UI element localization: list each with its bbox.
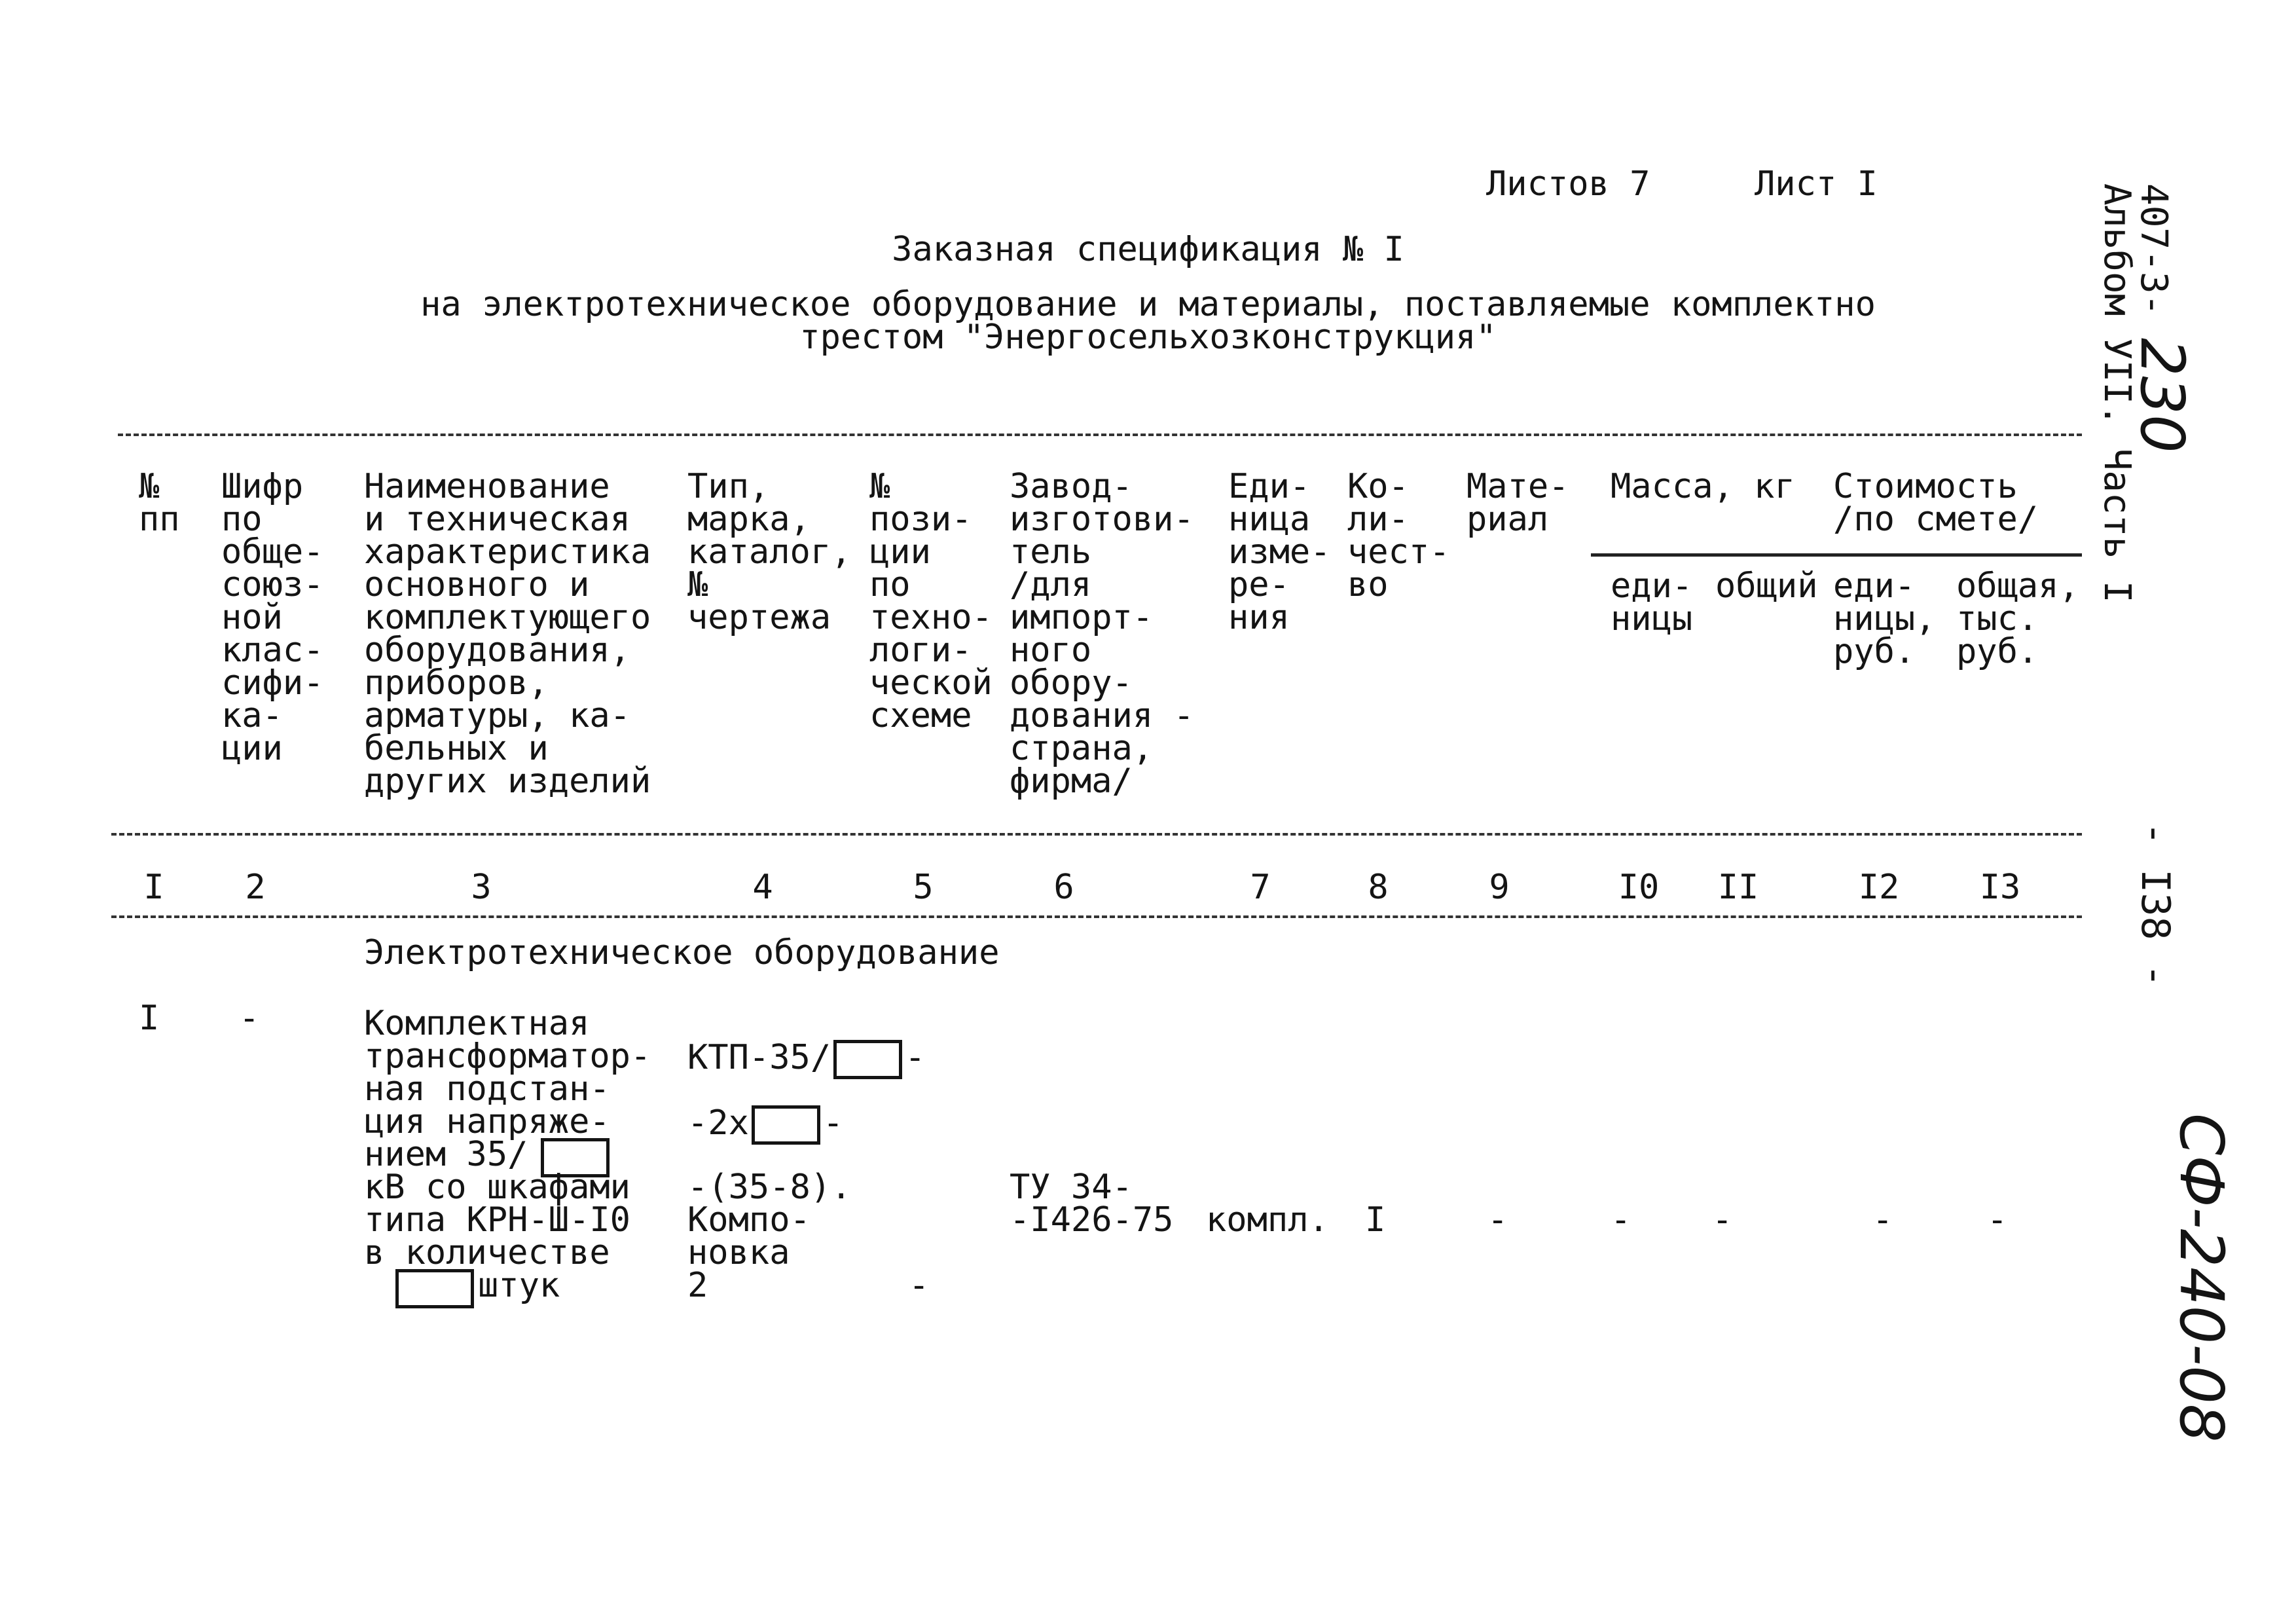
row-classifier-code: - [239, 999, 260, 1038]
header-col-13: общая, тыс. руб. [1956, 566, 2079, 671]
album-handwritten-number: 230 [2127, 338, 2197, 453]
row-mass-total: - [1712, 1200, 1733, 1240]
row-type: КТП-35/ - [687, 1040, 925, 1079]
row-name: Комплектная трансформатор- ная подстан- ция напряже- нием 35/ [364, 1004, 651, 1174]
row-manufacturer: ТУ 34- -I426-75 [1010, 1168, 1174, 1240]
row-cost-unit: - [1872, 1200, 1893, 1240]
col-number-8: 8 [1368, 868, 1389, 907]
sheet-number: Лист I [1755, 164, 1878, 204]
col-number-7: 7 [1250, 868, 1271, 907]
header-top-rule [118, 434, 2082, 436]
row-quantity: I [1365, 1200, 1386, 1240]
row-cost-total: - [1987, 1200, 2008, 1240]
col-number-9: 9 [1489, 868, 1510, 907]
row-name-end: штук [478, 1266, 560, 1305]
document-title: Заказная спецификация № I [892, 230, 1404, 269]
header-col-7: Еди- ница изме- ре- ния [1228, 467, 1331, 637]
header-col-10: еди- ницы [1611, 566, 1693, 638]
header-col-2: Шифр по обще- союз- ной клас- сифи- ка- ции [221, 467, 324, 768]
col-number-6: 6 [1053, 868, 1074, 907]
header-mass: Масса, кг [1611, 467, 1795, 506]
album-reference: 407-3- 230 Альбом УII. Часть I [2096, 183, 2197, 603]
blank-box [393, 1269, 477, 1308]
archive-code: СФ-240-08 [2166, 1113, 2236, 1443]
header-col-11: общий [1715, 566, 1818, 606]
row-unit: компл. [1206, 1200, 1329, 1240]
header-bottom-rule [111, 833, 2082, 836]
header-col-4: Тип, марка, каталог, № чертежа [687, 467, 852, 637]
row-number: I [139, 999, 160, 1038]
section-title: Электротехническое оборудование [364, 933, 1000, 972]
col-number-3: 3 [471, 868, 492, 907]
row-mass-unit: - [1611, 1200, 1631, 1240]
header-cost: Стоимость /по смете/ [1833, 467, 2039, 539]
header-col-6: Завод- изготови- тель /для импорт- ного обору- дования - страна, фирма/ [1010, 467, 1194, 801]
col-number-13: I3 [1979, 868, 2021, 907]
page-number: - I38 - [2132, 822, 2178, 987]
document-subtitle: на электротехническое оборудование и материалы, поставляемые комплектно [420, 285, 1876, 324]
col-number-12: I2 [1858, 868, 1900, 907]
sheets-total: Листов 7 [1486, 164, 1650, 204]
row-type-3: -(35-8). Компо- новка 2 [687, 1168, 852, 1305]
col-number-11: II [1717, 868, 1759, 907]
header-col-8: Ко- ли- чест- во [1347, 467, 1450, 604]
col-number-10: I0 [1618, 868, 1660, 907]
row-name-cont: кВ со шкафами типа КРН-Ш-I0 в количестве [364, 1168, 630, 1272]
header-col-12: еди- ницы, руб. [1833, 566, 1936, 671]
numbers-bottom-rule [111, 915, 2082, 918]
col-number-4: 4 [752, 868, 773, 907]
col-number-1: I [143, 868, 164, 907]
header-col-9: Мате- риал [1467, 467, 1569, 539]
row-position: - [909, 1266, 930, 1305]
header-col-3: Наименование и техническая характеристика основного и комплектующего оборудования, приборов, арматуры, ка- бельных и других изделий [364, 467, 651, 801]
document-subtitle-2: трестом "Энергосельхозконструкция" [799, 318, 1497, 357]
mass-cost-divider [1591, 553, 2082, 557]
row-material: - [1487, 1200, 1508, 1240]
row-type-2: -2х - [687, 1105, 843, 1145]
col-number-5: 5 [913, 868, 934, 907]
header-col-5: № пози- ции по техно- логи- ческой схеме [869, 467, 993, 735]
col-number-2: 2 [245, 868, 266, 907]
header-col-1: № пп [139, 467, 180, 539]
